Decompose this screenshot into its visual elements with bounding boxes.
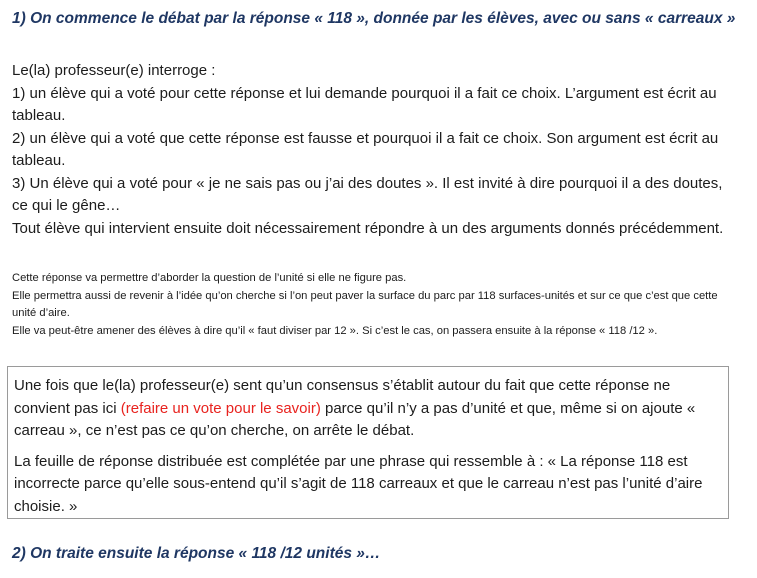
intro-line: 2) un élève qui a voté que cette réponse est fausse et pourquoi il a fait ce choix. Son argument est écrit au tableau. — [12, 129, 719, 169]
conclusion-text: parce qu’il n’y a pas d’unité et que, même si on ajoute « carreau », ce n’est pas ce qu’on cherche, on arrête le débat. — [14, 399, 696, 439]
note-line: Cette réponse va permettre d’aborder la question de l’unité si elle ne figure pas. — [12, 272, 407, 284]
intro-line: 3) Un élève qui a voté pour « je ne sais pas ou j’ai des doutes ». Il est invité à dire pourquoi il a des doutes, ce qui le gêne… — [12, 174, 723, 214]
intro-line: 1) un élève qui a voté pour cette réponse et lui demande pourquoi il a fait ce choix. L’argument est écrit au tableau. — [12, 84, 717, 124]
section-heading-1: 1) On commence le débat par la réponse « 118 », donnée par les élèves, avec ou sans « carreaux » — [12, 10, 736, 27]
intro-text — [12, 60, 737, 240]
answer-sheet-paragraph: La feuille de réponse distribuée est complétée par une phrase qui ressemble à : « La réponse 118 est incorrecte parce qu’elle sous-entend qu’il s’agit de 118 carreaux et que le carreau n’est pas l’unité d’aire choisie. » — [14, 452, 703, 515]
conclusion-text: Une fois que le(la) professeur(e) sent qu’un consensus s’établit autour du fait que cette réponse ne convient pas ici — [14, 377, 671, 417]
note-line: Elle permettra aussi de revenir à l’idée qu’on cherche si l’on peut paver la surface du parc par 118 surfaces-unités et sur ce que c’est que cette unité d’aire. — [12, 289, 718, 319]
note-line: Elle va peut-être amener des élèves à dire qu’il « faut diviser par 12 ». Si c’est le cas, on passera ensuite à la réponse « 118 /12 ». — [12, 324, 658, 337]
conclusion-paragraph — [14, 375, 722, 443]
conclusion-box — [7, 366, 729, 519]
notes-text — [12, 270, 737, 340]
section-heading-2: 2) On traite ensuite la réponse « 118 /12 unités »… — [12, 545, 381, 562]
intro-line: Tout élève qui intervient ensuite doit nécessairement répondre à un des arguments donnés précédemment. — [12, 219, 724, 237]
intro-line: Le(la) professeur(e) interroge : — [12, 62, 216, 79]
revote-highlight: (refaire un vote pour le savoir) — [120, 399, 321, 417]
